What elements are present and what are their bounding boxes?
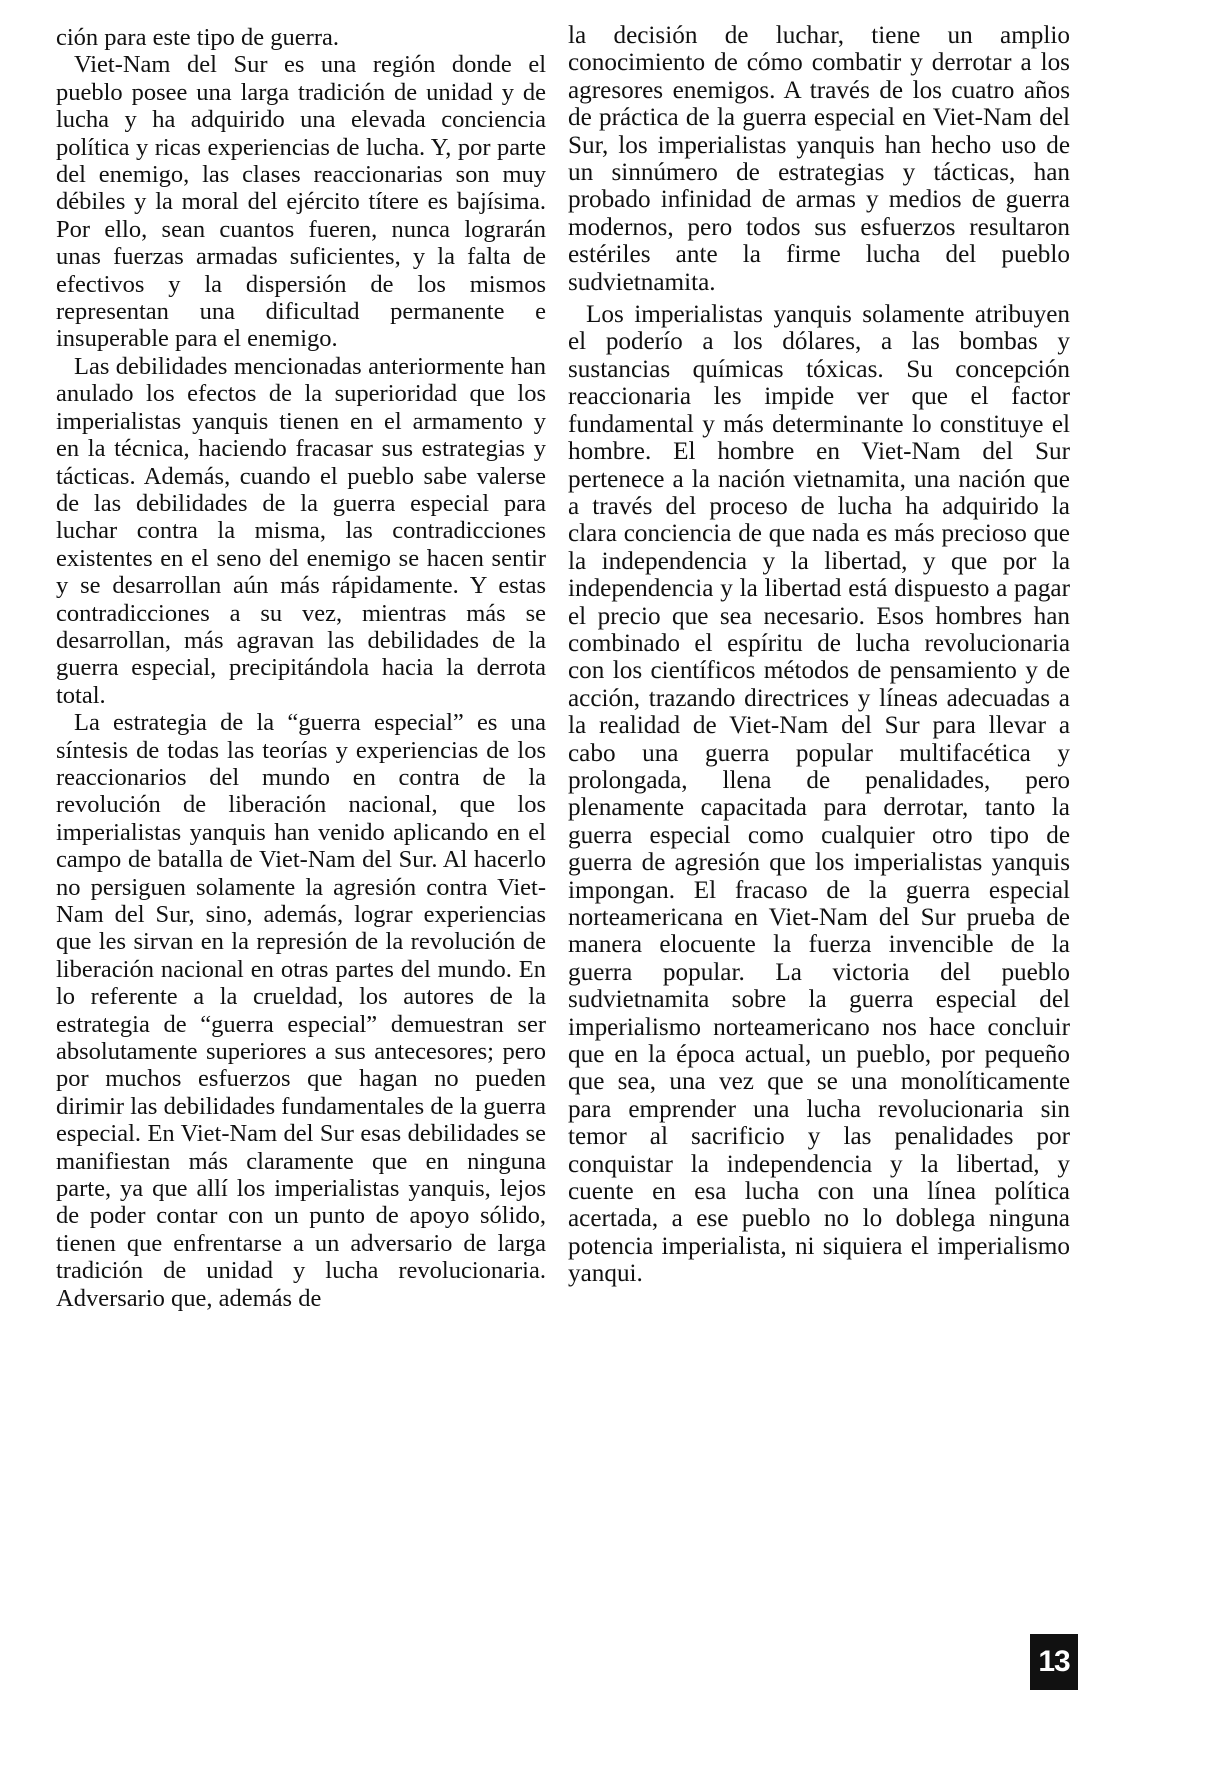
paragraph: Viet-Nam del Sur es una región donde el pueblo posee una larga tradición de unidad y de lucha y ha adquirido una elevada conciencia política y ricas experiencias de lucha. Y, por parte del enemigo, las clases reaccionarias son muy débiles y la moral del ejército títere es bajísima. Por ello, sean cuantos fueren, nunca lograrán unas fuerzas armadas suficientes, y la falta de efectivos y la dispersión de los mismos representan una dificultad permanente e insuperable para el enemigo. (56, 51, 546, 353)
left-text-column (56, 24, 546, 1312)
paragraph: la decisión de luchar, tiene un amplio conocimiento de cómo combatir y derrotar a los agresores enemigos. A través de los cuatro años de práctica de la guerra especial en Viet-Nam del Sur, los imperialistas yanquis han hecho uso de un sinnúmero de estrategias y tácticas, han probado infinidad de armas y medios de guerra modernos, pero todos sus esfuerzos resultaron estériles ante la firme lucha del pueblo sudvietnamita. (568, 22, 1070, 296)
paragraph: La estrategia de la “guerra especial” es una síntesis de todas las teorías y experiencias de los reaccionarios del mundo en contra de la revolución de liberación nacional, que los imperialistas yanquis han venido aplicando en el campo de batalla de Viet-Nam del Sur. Al hacerlo no persiguen solamente la agresión contra Viet-Nam del Sur, sino, además, lograr experiencias que les sirvan en la represión de la revolución de liberación nacional en otras partes del mundo. En lo referente a la crueldad, los autores de la estrategia de “guerra especial” demuestran ser absolutamente superiores a sus antecesores; pero por muchos esfuerzos que hagan no pueden dirimir las debilidades fundamentales de la guerra especial. En Viet-Nam del Sur esas debilidades se manifiestan más claramente que en ninguna parte, ya que allí los imperialistas yanquis, lejos de poder contar con un punto de apoyo sólido, tienen que enfrentarse a un adversario de larga tradición de unidad y lucha revolucionaria. Adversario que, además de (56, 709, 546, 1312)
paragraph: Los imperialistas yanquis solamente atribuyen el poderío a los dólares, a las bombas y sustancias químicas tóxicas. Su concepción reaccionaria les impide ver que el factor fundamental y más determinante lo constituye el hombre. El hombre en Viet-Nam del Sur pertenece a la nación vietnamita, una nación que a través del proceso de lucha ha adquirido la clara conciencia de que nada es más precioso que la independencia y la libertad, y que por la independencia y la libertad está dispuesto a pagar el precio que sea necesario. Esos hombres han combinado el espíritu de lucha revolucionaria con los científicos métodos de pensamiento y de acción, trazando directrices y líneas adecuadas a la realidad de Viet-Nam del Sur para llevar a cabo una guerra popular multifacética y prolongada, llena de penalidades, pero plenamente capacitada para derrotar, tanto la guerra especial como cualquier otro tipo de guerra de agresión que los imperialistas yanquis impongan. El fracaso de la guerra especial norteamericana en Viet-Nam del Sur prueba de manera elocuente la fuerza invencible de la guerra popular. La victoria del pueblo sudvietnamita sobre la guerra especial del imperialismo norteamericano nos hace concluir que en la época actual, un pueblo, por pequeño que sea, una vez que se una monolíticamente para emprender una lucha revolucionaria sin temor al sacrificio y las penalidades por conquistar la independencia y la libertad, y cuente en esa lucha con una línea política acertada, a ese pueblo no lo doblega ninguna potencia imperialista, ni siquiera el imperialismo yanqui. (568, 301, 1070, 1288)
paragraph: ción para este tipo de guerra. (56, 24, 339, 51)
page-number-badge: 13 (1030, 1634, 1078, 1690)
right-text-column (568, 22, 1070, 1288)
paragraph: Las debilidades mencionadas anteriormente han anulado los efectos de la superioridad que los imperialistas yanquis tienen en el armamento y en la técnica, haciendo fracasar sus estrategias y tácticas. Además, cuando el pueblo sabe valerse de las debilidades de la guerra especial para luchar contra la misma, las contradicciones existentes en el seno del enemigo se hacen sentir y se desarrollan aún más rápidamente. Y estas contradicciones a su vez, mientras más se desarrollan, más agravan las debilidades de la guerra especial, precipitándola hacia la derrota total. (56, 352, 546, 709)
